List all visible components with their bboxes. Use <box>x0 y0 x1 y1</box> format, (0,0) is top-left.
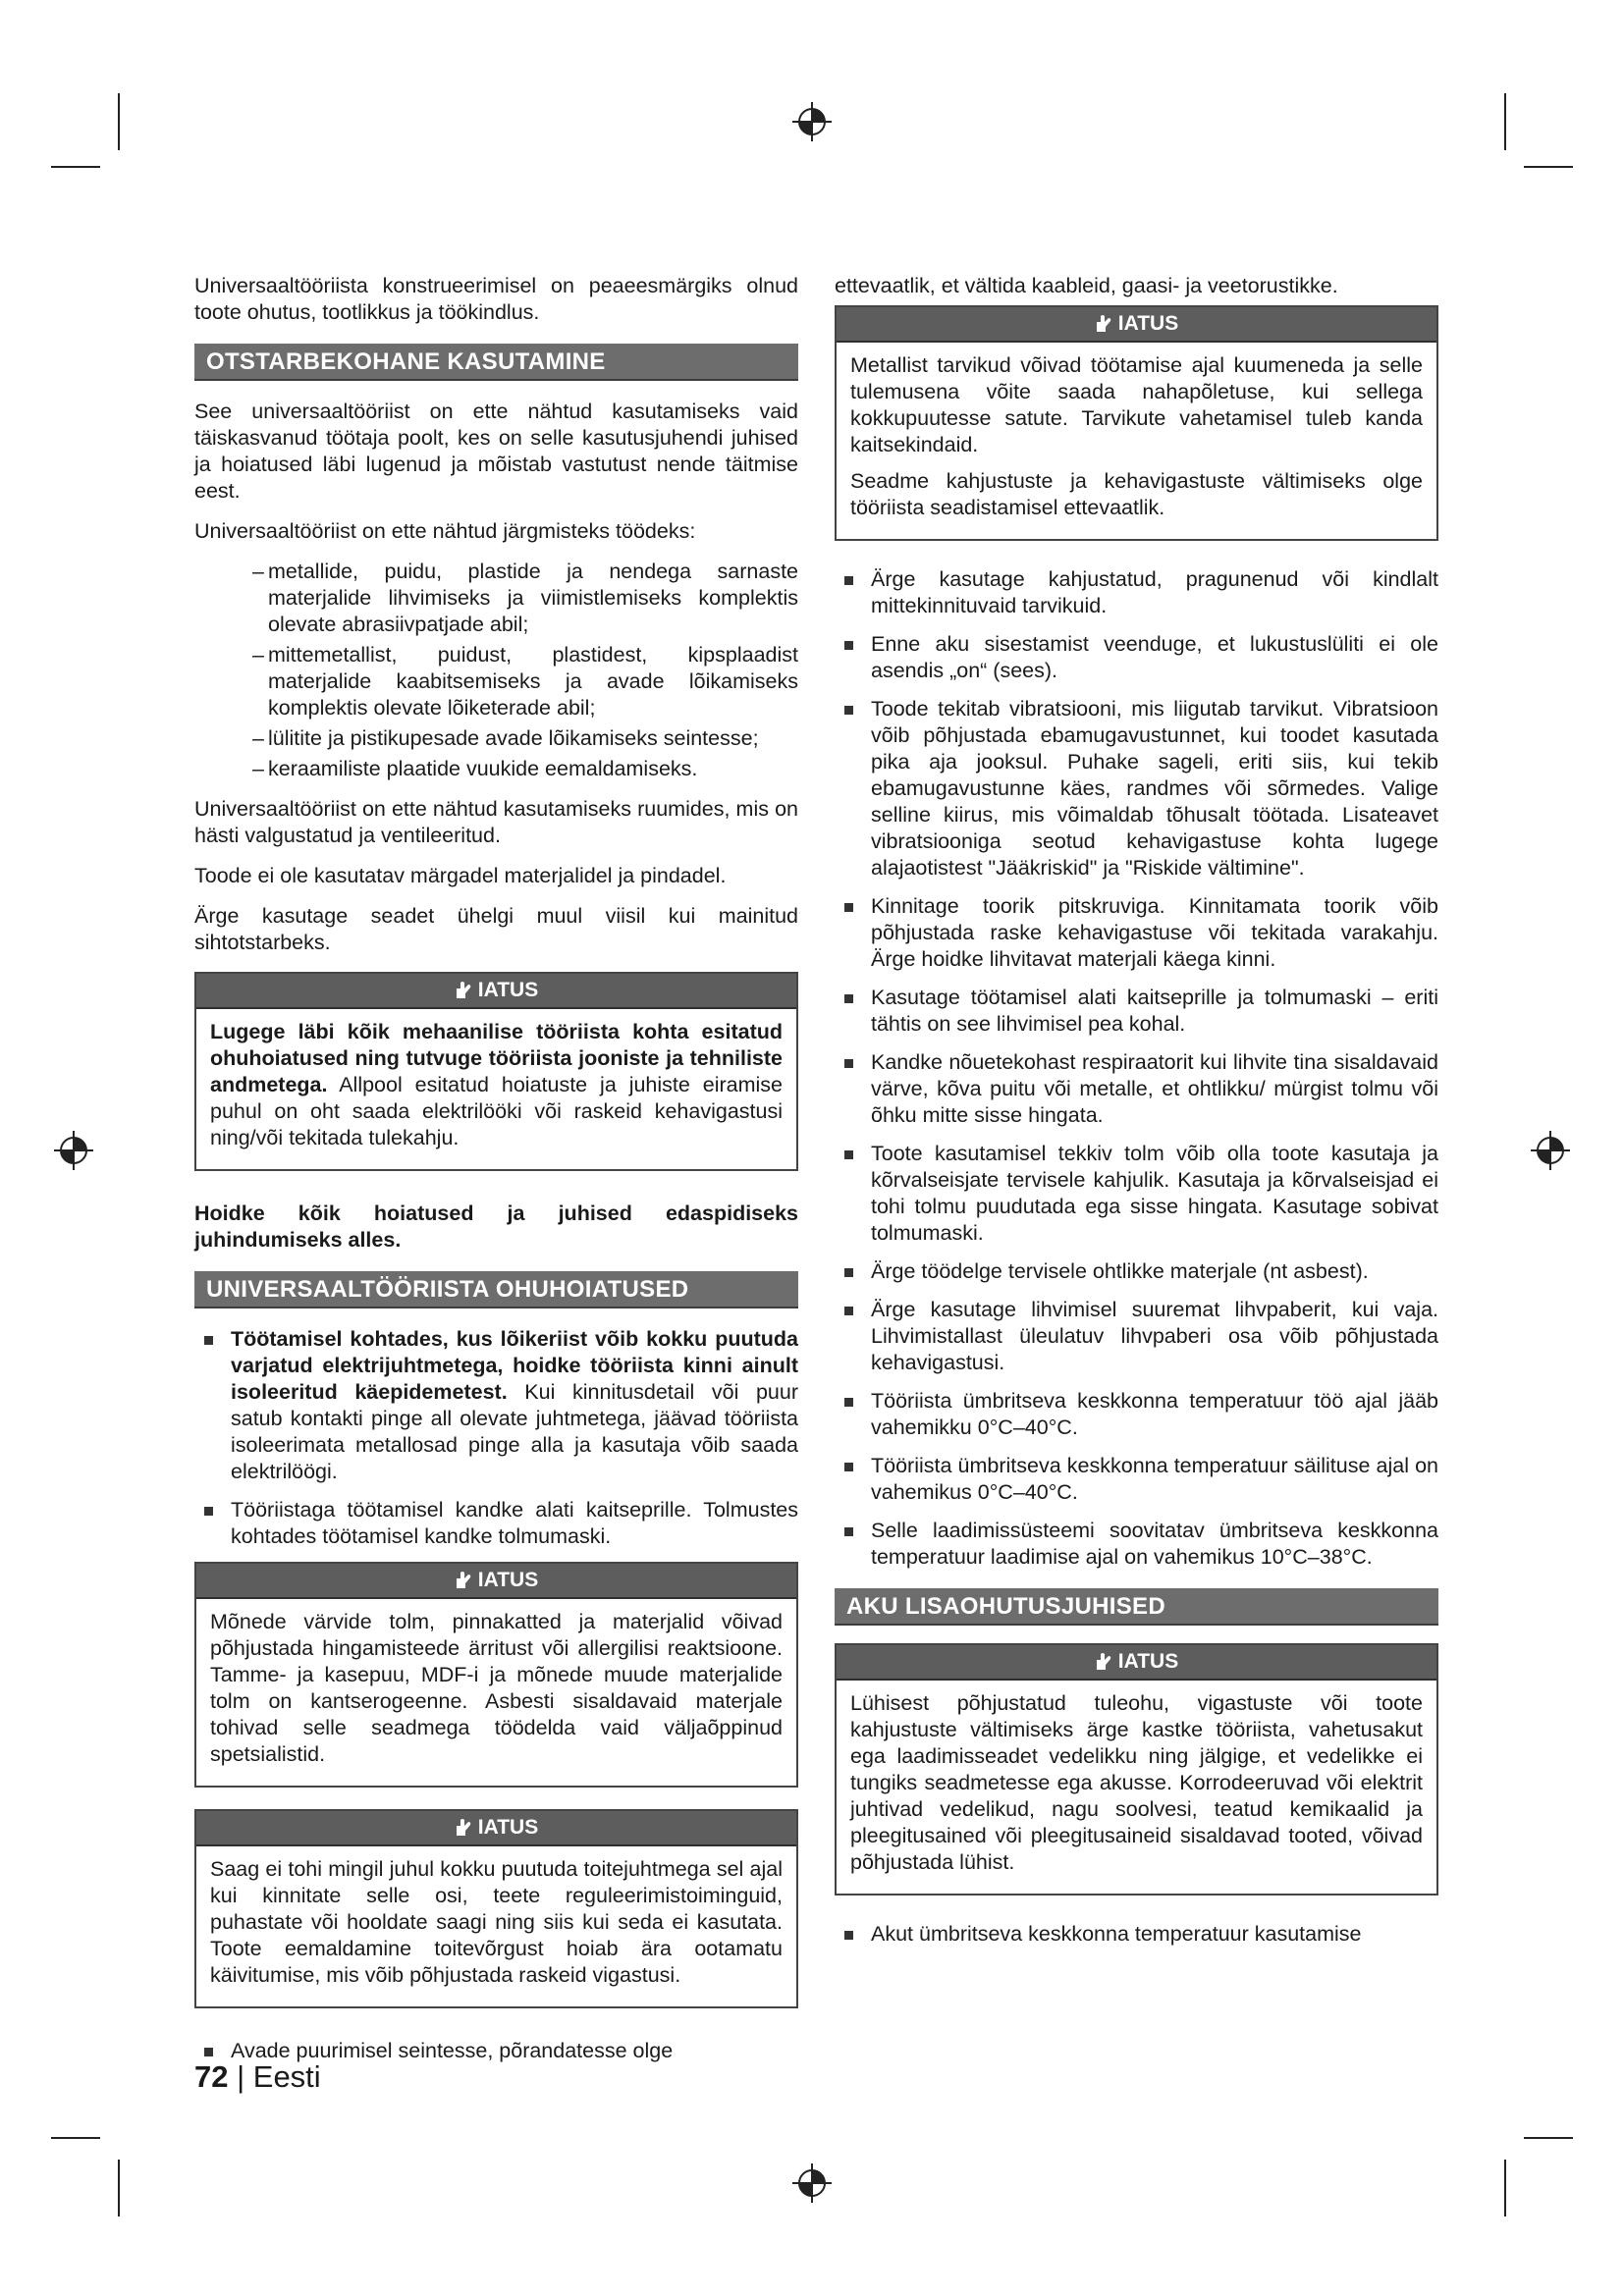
page-footer <box>194 2059 321 2095</box>
list-item <box>231 1497 798 1550</box>
bullet-square-icon <box>844 1527 853 1536</box>
page-number: 72 <box>194 2059 229 2094</box>
bullet-square-icon <box>204 1336 213 1345</box>
paragraph: Toode ei ole kasutatav märgadel materjalidel ja pindadel. <box>194 864 727 887</box>
list-item: Selle laadimissüsteemi soovitatav ümbritseva keskkonna temperatuur laadimise ajal on vahemikus 10°C–38°C. <box>871 1518 1438 1571</box>
continued-text: ettevaatlik, et vältida kaableid, gaasi- ja veetorustikke. <box>835 274 1338 297</box>
warning-box <box>835 305 1438 541</box>
warning-hand-icon <box>1095 1651 1116 1671</box>
warning-label: IATUS <box>1117 1650 1179 1673</box>
list-item: Toode tekitab vibratsiooni, mis liigutab tarvikut. Vibratsioon võib põhjustada ebamugavustunnet, kui toodet kasutada pika aja jooksul. Puhake sageli, eriti siis, kui tekib ebamugavustunne käes, randmes või sõrmedes. Valige selline kiirus, mis võimaldab tõhusalt töötada. Lisateavet vibratsiooniga seotud kehavigastuse kohta lugege alajaotistest "Jääkriskid" ja "Riskide vältimine". <box>871 696 1438 881</box>
crop-mark <box>1524 2137 1573 2139</box>
warning-header <box>837 307 1436 343</box>
list-item <box>231 1326 798 1485</box>
warning-header <box>196 1564 796 1599</box>
bullet-square-icon <box>844 1931 853 1940</box>
warning-box <box>194 1562 798 1788</box>
list-item: – metallide, puidu, plastide ja nendega sarnaste materjalide lihvimiseks ja viimistlemiseks komplektis olevate abrasiivpatjade abil; <box>268 559 798 638</box>
list-item: Enne aku sisestamist veenduge, et lukustuslüliti ei ole asendis „on“ (sees). <box>871 631 1438 684</box>
warning-rest-text: Allpool esitatud hoiatuste ja juhiste eiramise puhul on oht saada elektrilööki või raskeid kehavigastusi ning/või tekitada tulekahju. <box>210 1073 783 1149</box>
warning-label: IATUS <box>477 1816 539 1839</box>
warning-label: IATUS <box>477 1569 539 1591</box>
bullet-bold-text: Töötamisel kohtades, kus lõikeriist võib kokku puutuda varjatud elektrijuhtmetega, hoidke tööriista kinni ainult isoleeritud käepidemetest. <box>231 1327 798 1404</box>
bullet-square-icon <box>844 576 853 585</box>
bullet-square-icon <box>844 1059 853 1068</box>
warning-text: Saag ei tohi mingil juhul kokku puutuda toitejuhtmega sel ajal kui kinnitate selle osi, teete reguleerimistoiminguid, puhastate või hooldate saagi ning siis kui seda ei kasutata. Toote eemaldamine toitevõrgust hoiab ära ootamatu käivitumise, mis võib põhjustada raskeid vigastusi. <box>210 1857 783 1987</box>
bullet-text: Tööriistaga töötamisel kandke alati kaitseprille. Tolmustes kohtades töötamisel kandke tolmumaski. <box>231 1498 798 1548</box>
crop-mark <box>51 2137 100 2139</box>
warning-label: IATUS <box>477 979 539 1001</box>
bullet-square-icon <box>844 1268 853 1277</box>
safety-bullets <box>194 1326 798 1550</box>
list-item: Tööriista ümbritseva keskkonna temperatuur säilituse ajal on vahemikus 0°C–40°C. <box>871 1453 1438 1506</box>
list-item: Tööriista ümbritseva keskkonna temperatuur töö ajal jääb vahemikku 0°C–40°C. <box>871 1388 1438 1441</box>
warning-hand-icon <box>455 1817 476 1837</box>
warning-text <box>210 1019 783 1151</box>
paragraph: See universaaltööriist on ette nähtud kasutamiseks vaid täiskasvanud töötaja poolt, kes on selle kasutusjuhendi juhised ja hoiatused läbi lugenud ja mõistab vastutust nende täitmise eest. <box>194 400 798 503</box>
warning-header <box>196 974 796 1009</box>
list-item: Akut ümbritseva keskkonna temperatuur kasutamise <box>871 1921 1438 1948</box>
bullet-square-icon <box>844 1398 853 1407</box>
right-column <box>835 273 1438 1959</box>
bullet-square-icon <box>204 2048 213 2056</box>
bullet-square-icon <box>844 641 853 650</box>
list-item: Kandke nõuetekohast respiraatorit kui lihvite tina sisaldavaid värve, kõva puitu või metalle, et ohtlikku/ mürgist tolmu või õhku mitte sisse hingata. <box>871 1049 1438 1129</box>
list-item: Ärge kasutage kahjustatud, pragunenud või kindlalt mittekinnituvaid tarvikuid. <box>871 566 1438 619</box>
list-item: – mittemetallist, puidust, plastidest, kipsplaadist materjalide kaabitsemiseks ja avade lõikamiseks komplektis olevate lõiketerade abil; <box>268 642 798 721</box>
warning-box <box>194 1809 798 2008</box>
section-heading-intended-use: OTSTARBEKOHANE KASUTAMINE <box>194 344 798 381</box>
list-item: Ärge kasutage lihvimisel suuremat lihvpaberit, kui vaja. Lihvimistallast üleulatuv lihvpaberi osa võib põhjustada kehavigastusi. <box>871 1297 1438 1376</box>
crop-mark <box>1504 2160 1506 2216</box>
warning-text: Mõnede värvide tolm, pinnakatted ja materjalid võivad põhjustada hingamisteede ärritust või allergilisi reaktsioone. Tamme- ja kasepuu, MDF-i ja mõnede muude materjalide tolm on kantserogeenne. Asbesti sisaldavaid materjale tohivad selle seadmega töödelda vaid väljaõppinud spetsialistid. <box>210 1610 783 1766</box>
bullet-square-icon <box>844 706 853 715</box>
bullet-square-icon <box>844 1307 853 1315</box>
registration-mark-icon <box>792 102 832 141</box>
crop-mark <box>1524 166 1573 168</box>
bullet-square-icon <box>844 1463 853 1471</box>
footer-language: Eesti <box>252 2059 321 2094</box>
bullet-square-icon <box>844 903 853 912</box>
bullet-text: Kui kinnitusdetail või puur satub kontakti pinge all olevate juhtmetega, jäävad tööriista isoleerimata metallosad pinge alla ja kasutaja võib saada elektrilöögi. <box>231 1380 799 1483</box>
keep-instructions: Hoidke kõik hoiatused ja juhised edaspidiseks juhindumiseks alles. <box>194 1201 798 1252</box>
bullet-square-icon <box>844 994 853 1003</box>
registration-mark-icon <box>792 2163 832 2203</box>
warning-header <box>196 1811 796 1846</box>
bullet-square-icon <box>204 1507 213 1516</box>
crop-mark <box>51 166 100 168</box>
warning-hand-icon <box>455 1570 476 1589</box>
paragraph: Universaaltööriist on ette nähtud kasutamiseks ruumides, mis on hästi valgustatud ja ventileeritud. <box>194 797 798 847</box>
list-item: Toote kasutamisel tekkiv tolm võib olla toote kasutaja ja kõrvalseisjate tervisele kahjulik. Kasutaja ja kõrvalseisjad ei tohi tolmu puudutada ega sisse hingata. Kasutage sobivat tolmumaski. <box>871 1141 1438 1247</box>
list-item: – keraamiliste plaatide vuukide eemaldamiseks. <box>268 756 798 782</box>
intro-paragraph: Universaaltööriista konstrueerimisel on peaeesmärgiks olnud toote ohutus, tootlikkus ja töökindlus. <box>194 274 798 324</box>
warning-hand-icon <box>1095 313 1116 333</box>
warning-label: IATUS <box>1117 312 1179 335</box>
warning-bold-text: Lugege läbi kõik mehaanilise tööriista kohta esitatud ohuhoiatused ning tutvuge tööriista jooniste ja tehniliste andmetega. <box>210 1020 783 1096</box>
warning-hand-icon <box>455 980 476 999</box>
warning-box <box>194 972 798 1171</box>
uses-list <box>194 559 798 782</box>
paragraph: Ärge kasutage seadet ühelgi muul viisil kui mainitud sihtotstarbeks. <box>194 904 798 954</box>
safety-bullets <box>835 1921 1438 1948</box>
list-item: Ärge töödelge tervisele ohtlikke materjale (nt asbest). <box>871 1258 1438 1285</box>
paragraph: Universaaltööriist on ette nähtud järgmisteks töödeks: <box>194 519 696 543</box>
bullet-text: Avade puurimisel seintesse, põrandatesse olge <box>231 2039 674 2062</box>
section-heading-safety-warnings: UNIVERSAALTÖÖRIISTA OHUHOIATUSED <box>194 1271 798 1308</box>
section-heading-battery-safety: AKU LISAOHUTUSJUHISED <box>835 1588 1438 1626</box>
warning-text: Lühisest põhjustatud tuleohu, vigastuste või toote kahjustuste vältimiseks ärge kastke tööriista, vahetusakut ega laadimisseadet vedelikku ning jälgige, et vedelikke ei tungiks seadmetesse ega akusse. Korrodeeruvad või elektrit juhtivad vedelikud, nagu soolvesi, teatud kemikaalid ja pleegitusained või pleegitusaineid sisaldavad tooted, võivad põhjustada lühist. <box>850 1691 1423 1874</box>
list-item: – lülitite ja pistikupesade avade lõikamiseks seintesse; <box>268 725 798 752</box>
warning-text: Metallist tarvikud võivad töötamise ajal kuumeneda ja selle tulemusena võite saada nahapõletuse, kui sellega kokkupuutesse satute. Tarvikute vahetamisel tuleb kanda kaitsekindaid. <box>850 353 1423 456</box>
safety-bullets <box>835 566 1438 1571</box>
warning-text: Seadme kahjustuste ja kehavigastuste vältimiseks olge tööriista seadistamisel ettevaatlik. <box>850 469 1423 519</box>
list-item: Kasutage töötamisel alati kaitseprille ja tolmumaski – eriti tähtis on see lihvimisel pea kohal. <box>871 985 1438 1038</box>
bullet-square-icon <box>844 1150 853 1159</box>
registration-mark-icon <box>1531 1131 1570 1170</box>
crop-mark <box>118 93 120 150</box>
footer-separator: | <box>228 2059 253 2094</box>
registration-mark-icon <box>54 1131 93 1170</box>
warning-header <box>837 1645 1436 1681</box>
warning-box <box>835 1643 1438 1896</box>
left-column <box>194 273 798 2076</box>
list-item: Kinnitage toorik pitskruviga. Kinnitamata toorik võib põhjustada raske kehavigastuse või tekitada varakahju. Ärge hoidke lihvitavat materjali käega kinni. <box>871 893 1438 973</box>
crop-mark <box>1504 93 1506 150</box>
crop-mark <box>118 2160 120 2216</box>
